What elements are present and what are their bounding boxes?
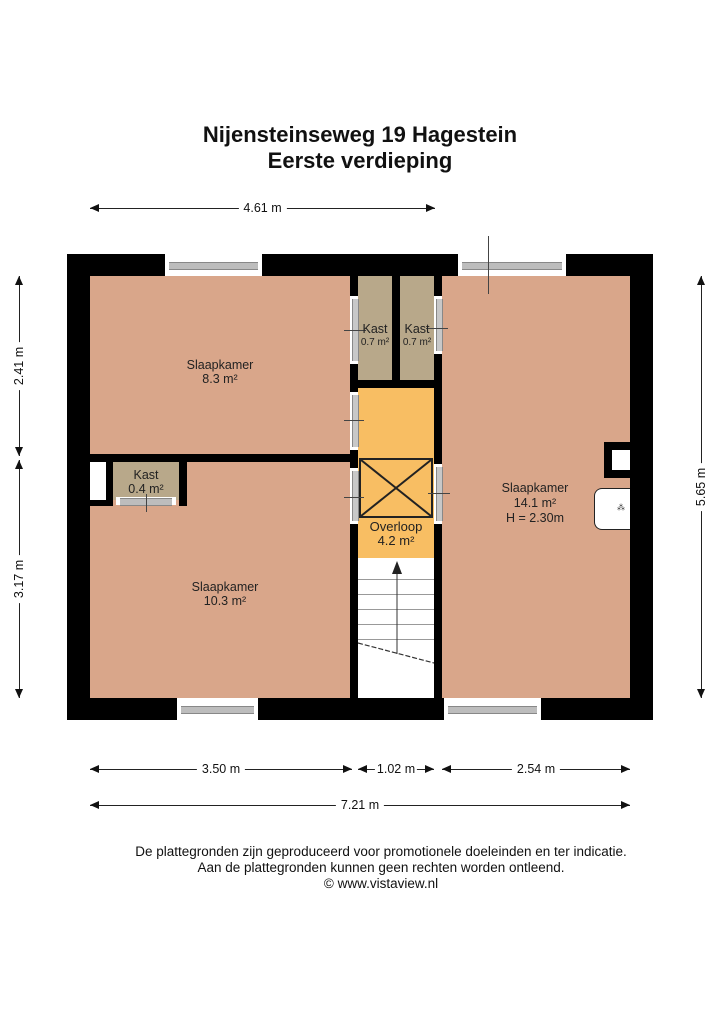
label-closet-1: Kast 0.7 m² (360, 322, 390, 348)
label-bedroom-right: Slaapkamer 14.1 m² H = 2.30m (501, 481, 569, 525)
door-marker (344, 420, 364, 421)
chimney-void (612, 450, 630, 470)
wall-left (67, 254, 90, 720)
wall-bedroom-divider (90, 454, 358, 462)
attic-hatch[interactable] (359, 458, 433, 518)
label-bedroom-bottom-left: Slaapkamer 10.3 m² (191, 580, 259, 608)
copyright-link[interactable]: © www.vistaview.nl (323, 876, 439, 891)
plan-title: Nijensteinseweg 19 Hagestein (202, 122, 518, 147)
floor-name: Eerste verdieping (267, 148, 453, 173)
door-marker (344, 497, 364, 498)
label-closet-3: Kast 0.4 m² (128, 468, 164, 496)
disclaimer-line-2: Aan de plattegronden kunnen geen rechten worden ontleend. (197, 860, 565, 875)
tap-icon: ⁂ (617, 503, 625, 512)
dimension-left-upper: 2.41 m (12, 276, 26, 456)
window-bottom-right (444, 702, 541, 716)
dimension-bottom-right: 2.54 m (442, 762, 630, 776)
stairs (358, 558, 434, 698)
label-bedroom-top-left: Slaapkamer 8.3 m² (186, 358, 254, 386)
wall-bottom-3 (541, 698, 653, 720)
door-marker (146, 494, 147, 512)
wall-right (630, 254, 653, 720)
window-top-left (165, 258, 262, 272)
wall-closet-bottom (350, 380, 442, 388)
window-top-right (458, 258, 566, 272)
disclaimer-line-1: De plattegronden zijn geproduceerd voor promotionele doeleinden en ter indicatie. (135, 844, 627, 859)
hatch-cross-icon (361, 460, 431, 516)
dimension-bottom-total: 7.21 m (90, 798, 630, 812)
wash-basin (594, 488, 630, 530)
window-bottom-left (177, 702, 258, 716)
label-closet-2: Kast 0.7 m² (402, 322, 432, 348)
dimension-left-lower: 3.17 m (12, 460, 26, 698)
wall-top-2 (262, 254, 458, 276)
dimension-bottom-middle: 1.02 m (358, 762, 434, 776)
wall-closet3-right (179, 462, 187, 506)
door-bedroom-top-left (350, 392, 358, 450)
label-landing: Overloop 4.2 m² (369, 519, 423, 548)
door-marker (428, 493, 450, 494)
wall-closet3-bottom (90, 500, 113, 506)
stairs-arrow-icon (358, 558, 434, 698)
shaft-left (90, 462, 106, 500)
dimension-bottom-left: 3.50 m (90, 762, 352, 776)
window-marker-line (488, 236, 489, 294)
dimension-right-total: 5.65 m (694, 276, 708, 698)
wall-bottom-1 (67, 698, 177, 720)
door-bedroom-right (434, 464, 442, 524)
dimension-top-width: 4.61 m (90, 201, 435, 215)
door-bedroom-bottom-left (350, 468, 358, 524)
wall-bottom-2 (258, 698, 444, 720)
